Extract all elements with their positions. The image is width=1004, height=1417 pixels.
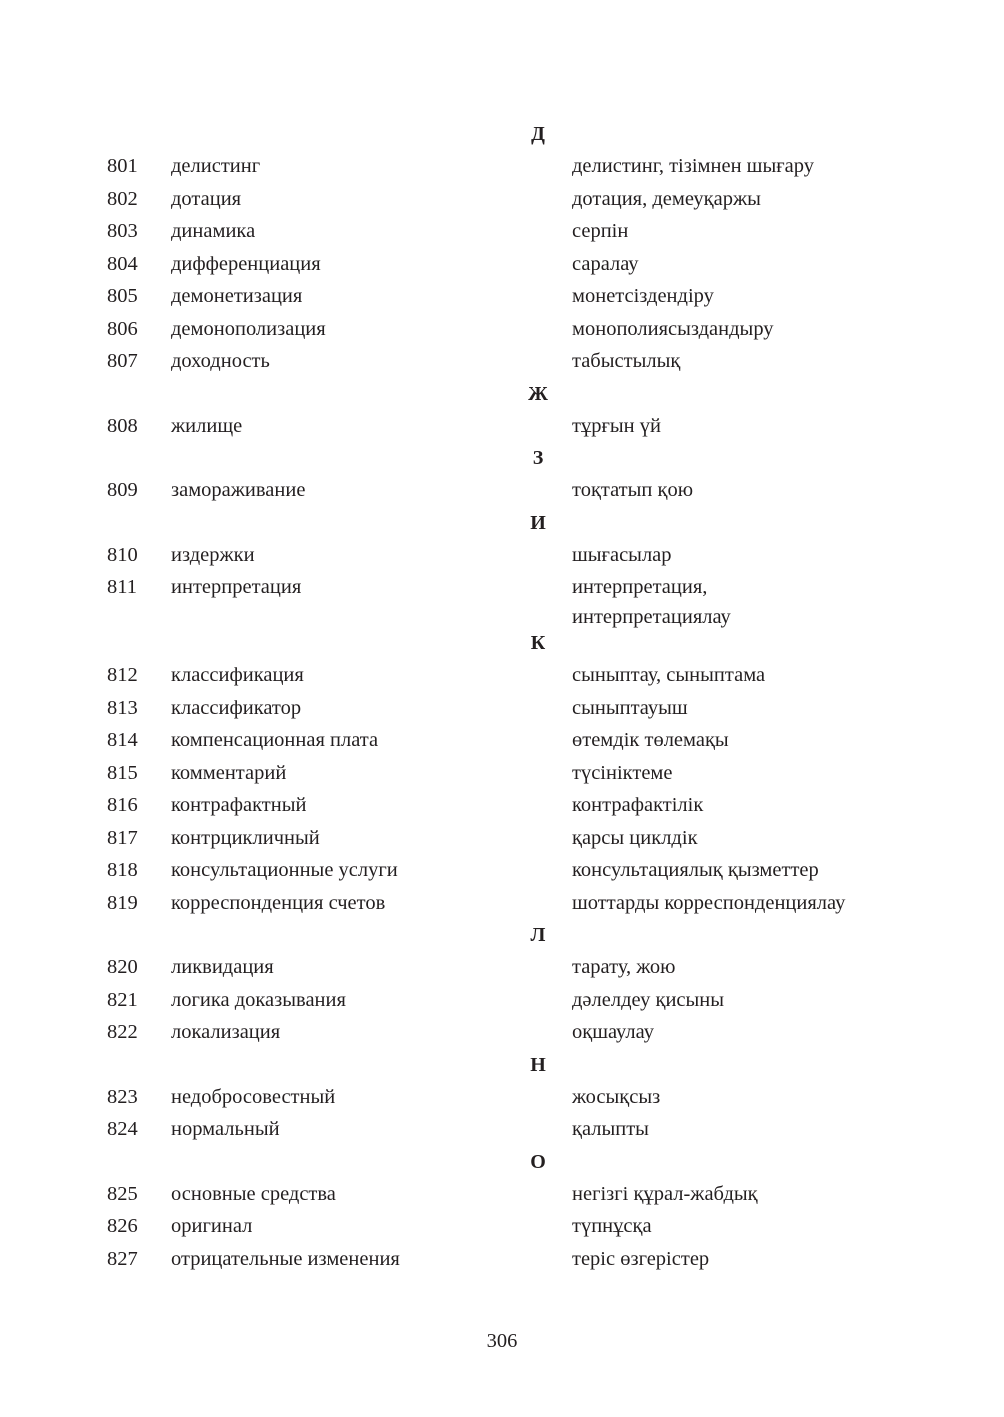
kazakh-translation [572,1016,972,1046]
kazakh-translation-line: шоттарды корреспонденциялау [572,891,846,914]
kazakh-translation [572,571,972,631]
glossary-entry [0,345,1004,378]
glossary-entry [0,539,1004,572]
kazakh-translation-line: оқшаулау [572,1021,654,1043]
glossary-entry [0,887,1004,920]
kazakh-translation [572,984,972,1014]
entry-number: 808 [107,414,138,437]
section-letter: З [532,447,544,469]
entry-number: 826 [107,1215,138,1237]
entry-number: 816 [107,794,138,816]
entry-number: 811 [107,576,137,598]
russian-term: недобросовестный [171,1085,336,1108]
kazakh-translation [572,757,972,787]
glossary-entry [0,789,1004,822]
entry-number: 815 [107,761,138,784]
kazakh-translation-line: интерпретация, [572,576,708,598]
russian-term: замораживание [171,479,306,501]
glossary-entry [0,724,1004,757]
kazakh-translation-line: сыныптау, сыныптама [572,664,766,686]
entry-number: 821 [107,988,138,1011]
russian-term: отрицательные изменения [171,1247,400,1270]
russian-term: нормальный [171,1118,280,1140]
section-letter: Д [531,123,545,145]
kazakh-translation [572,150,972,180]
entry-number: 819 [107,891,138,914]
kazakh-translation [572,474,972,504]
kazakh-translation [572,539,972,569]
kazakh-translation [572,692,972,722]
russian-term: ликвидация [171,956,274,978]
kazakh-translation-line: контрафактілік [572,794,704,816]
entry-number: 805 [107,285,138,307]
russian-term: консультационные услуги [171,859,398,881]
entry-number: 807 [107,350,138,372]
kazakh-translation-line: қарсы циклдік [572,826,698,849]
kazakh-translation [572,951,972,981]
glossary-entry [0,150,1004,183]
entry-number: 806 [107,317,138,340]
russian-term: дифференциация [171,252,321,275]
russian-term: динамика [171,220,256,242]
entry-number: 817 [107,826,138,849]
russian-term: издержки [171,543,255,566]
kazakh-translation [572,822,972,852]
glossary-entry [0,248,1004,281]
russian-term: демонетизация [171,285,303,307]
kazakh-translation [572,215,972,245]
kazakh-translation-line: дотация, демеуқаржы [572,187,761,210]
russian-term: локализация [171,1021,281,1043]
glossary-entry [0,951,1004,984]
kazakh-translation [572,1178,972,1208]
glossary-section [0,378,1004,443]
glossary-entry [0,313,1004,346]
kazakh-translation [572,854,972,884]
kazakh-translation-line: негізгі құрал-жабдық [572,1182,758,1205]
glossary-entry [0,571,1004,627]
entry-number: 818 [107,859,138,881]
glossary-entry [0,1081,1004,1114]
entry-number: 801 [107,155,138,177]
kazakh-translation-line: шығасылар [572,543,672,566]
russian-term: классификатор [171,696,302,719]
entry-number: 810 [107,543,138,566]
russian-term: делистинг [171,155,261,177]
glossary-section [0,919,1004,1049]
russian-term: доходность [171,350,270,372]
section-letter: Л [530,924,546,946]
entry-number: 820 [107,956,138,978]
russian-term: корреспонденция счетов [171,891,386,914]
russian-term: логика доказывания [171,988,346,1011]
glossary-entry [0,984,1004,1017]
kazakh-translation-line: жосықсыз [572,1085,661,1108]
kazakh-translation-line: қалыпты [572,1118,649,1140]
kazakh-translation-line: монополиясыздандыру [572,317,774,340]
glossary-entry [0,1243,1004,1276]
page-number: 306 [486,1330,518,1352]
entry-number: 824 [107,1118,138,1140]
glossary-entry [0,183,1004,216]
section-letter: Н [530,1053,546,1076]
kazakh-translation [572,659,972,689]
kazakh-translation-line: консультациялық қызметтер [572,859,819,881]
entry-number: 809 [107,479,138,501]
glossary-entry [0,1016,1004,1049]
entry-number: 804 [107,252,138,275]
glossary-entry [0,757,1004,790]
glossary-entry [0,692,1004,725]
kazakh-translation [572,313,972,343]
russian-term: контрцикличный [171,826,320,849]
kazakh-translation-line: түсініктеме [572,761,673,784]
kazakh-translation-line: түпнұсқа [572,1215,652,1237]
glossary-entry [0,215,1004,248]
section-letter: К [530,632,546,654]
section-letter: Ж [528,382,548,405]
kazakh-translation-line: өтемдік төлемақы [572,729,729,751]
kazakh-translation-line: сыныптауыш [572,696,688,719]
glossary-entry [0,822,1004,855]
glossary-section [0,118,1004,378]
section-letter: О [530,1150,546,1173]
entry-number: 823 [107,1085,138,1108]
glossary-entry [0,474,1004,507]
kazakh-translation-line: интерпретациялау [572,606,731,628]
glossary [0,118,1004,1275]
russian-term: жилище [171,414,243,437]
kazakh-translation-line: тоқтатып қою [572,479,694,501]
kazakh-translation [572,183,972,213]
entry-number: 825 [107,1182,138,1205]
entry-number: 827 [107,1247,138,1270]
glossary-section [0,1049,1004,1146]
russian-term: контрафактный [171,794,307,816]
glossary-entry [0,1210,1004,1243]
glossary-section [0,627,1004,919]
kazakh-translation-line: саралау [572,252,639,275]
glossary-entry [0,1113,1004,1146]
russian-term: компенсационная плата [171,729,379,751]
kazakh-translation [572,280,972,310]
glossary-entry [0,659,1004,692]
kazakh-translation-line: тұрғын үй [572,414,661,437]
russian-term: дотация [171,187,242,210]
kazakh-translation [572,248,972,278]
glossary-section [0,442,1004,507]
kazakh-translation-line: делистинг, тізімнен шығару [572,155,814,177]
russian-term: демонополизация [171,317,326,340]
entry-number: 822 [107,1021,138,1043]
kazakh-translation [572,789,972,819]
kazakh-translation-line: дәлелдеу қисыны [572,988,725,1011]
kazakh-translation [572,1113,972,1143]
entry-number: 812 [107,664,138,686]
russian-term: классификация [171,664,304,686]
kazakh-translation [572,724,972,754]
glossary-entry [0,410,1004,443]
glossary-section [0,507,1004,628]
kazakh-translation-line: табыстылық [572,350,681,372]
entry-number: 813 [107,696,138,719]
russian-term: оригинал [171,1215,253,1237]
kazakh-translation-line: тарату, жою [572,956,676,978]
glossary-entry [0,854,1004,887]
entry-number: 803 [107,220,138,242]
kazakh-translation-line: теріс өзгерістер [572,1247,710,1270]
russian-term: основные средства [171,1182,336,1205]
kazakh-translation-line: монетсіздендіру [572,285,714,307]
entry-number: 802 [107,187,138,210]
russian-term: комментарий [171,761,287,784]
kazakh-translation [572,410,972,440]
section-letter: И [530,511,546,534]
kazakh-translation [572,887,972,917]
kazakh-translation [572,1081,972,1111]
kazakh-translation-line: серпін [572,220,629,242]
glossary-entry [0,280,1004,313]
kazakh-translation [572,345,972,375]
russian-term: интерпретация [171,576,302,598]
glossary-entry [0,1178,1004,1211]
glossary-section [0,1146,1004,1276]
kazakh-translation [572,1243,972,1273]
kazakh-translation [572,1210,972,1240]
entry-number: 814 [107,729,138,751]
